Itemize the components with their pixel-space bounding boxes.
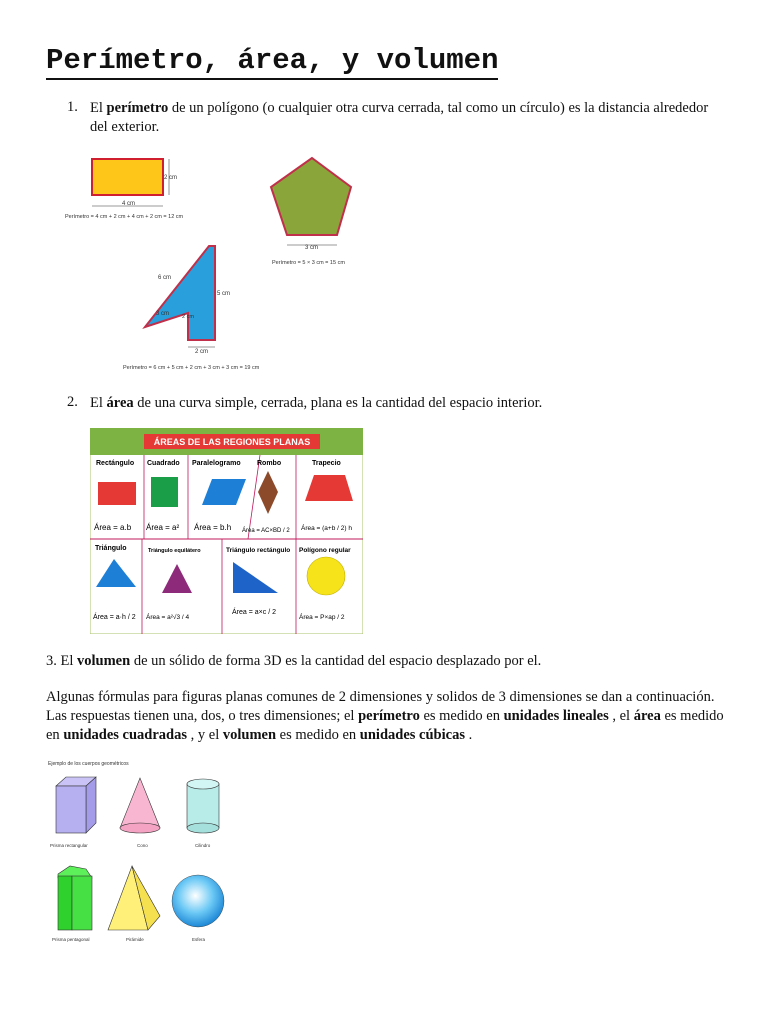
label-cilindro: Cilindro (195, 843, 211, 848)
item2-number: 2. (67, 394, 78, 410)
cell-formula-poligono-regular: Área = P×ap / 2 (299, 614, 345, 621)
shape-3cm-label: 3 cm (156, 311, 170, 317)
piramide-shape (108, 866, 160, 930)
pentagon-shape (271, 158, 351, 235)
term-area: área (106, 395, 134, 411)
rect-width-label: 4 cm (122, 201, 136, 207)
label-cono: Cono (137, 843, 148, 848)
shape-6cm-label: 6 cm (158, 275, 172, 281)
label-esfera: Esfera (192, 937, 206, 942)
cell-formula-trapecio: Área = (a+b / 2) h (301, 525, 352, 532)
composite-shape (145, 246, 215, 340)
shape-formula: Perímetro = 6 cm + 5 cm + 2 cm + 3 cm + 3 cm = 19 cm (123, 365, 260, 371)
rect-formula: Perímetro = 4 cm + 2 cm + 4 cm + 2 cm = 12 cm (65, 214, 184, 220)
label-prisma-rectangular: Prisma rectangular (50, 843, 88, 848)
cell-formula-paralelogramo: Área = b.h (194, 523, 232, 532)
cell-formula-rectangulo: Área = a.b (94, 523, 132, 532)
poligono-regular-shape (307, 557, 345, 595)
cell-name-paralelogramo: Paralelogramo (192, 460, 241, 467)
prisma-pentagonal-shape (58, 866, 92, 930)
item3-text: 3. El volumen de un sólido de forma 3D es la cantidad del espacio desplazado por el. (46, 653, 542, 669)
cilindro-shape (187, 779, 219, 833)
rect-height-label: 2 cm (164, 175, 178, 181)
rectangle-shape (92, 159, 163, 195)
cell-name-rombo: Rombo (257, 460, 282, 467)
cell-formula-rombo: Área = AC×BD / 2 (242, 528, 290, 534)
page-title: Perímetro, área, y volumen (46, 44, 498, 80)
cell-formula-triangulo-rectangulo: Área = a×c / 2 (232, 609, 276, 616)
cell-name-poligono-regular: Polígono regular (299, 547, 351, 554)
item1-number: 1. (67, 99, 78, 115)
shape-2cm-label: 2 cm (195, 349, 209, 355)
areas-table-figure (90, 428, 363, 634)
esfera-shape (172, 875, 224, 927)
cell-formula-cuadrado: Área = a² (146, 523, 180, 532)
rectangulo-shape (98, 482, 136, 505)
item1-text: El perímetro de un polígono (o cualquier otra curva cerrada, tal como un círculo) es la distancia alrededor del exterior. (90, 100, 709, 135)
item2-text: El área de una curva simple, cerrada, plana es la cantidad del espacio interior. (90, 395, 543, 411)
solids-caption: Ejemplo de los cuerpos geométricos (48, 761, 129, 767)
cono-shape (120, 778, 160, 833)
pentagon-side-label: 3 cm (305, 245, 319, 251)
label-prisma-pentagonal: Prisma pentagonal (52, 937, 90, 942)
cuadrado-shape (151, 477, 178, 507)
cell-name-triangulo-rectangulo: Triángulo rectángulo (226, 547, 291, 554)
cell-formula-triangulo: Área = a·h / 2 (93, 614, 136, 621)
cell-name-cuadrado: Cuadrado (147, 460, 180, 467)
areas-header: ÁREAS DE LAS REGIONES PLANAS (153, 437, 311, 447)
cell-name-rectangulo: Rectángulo (96, 460, 135, 467)
shape-2cm-inner-label: 2 cm (182, 314, 194, 320)
shape-5cm-label: 5 cm (217, 291, 231, 297)
label-piramide: Pirámide (126, 937, 144, 942)
perimeter-figure (60, 150, 370, 378)
pentagon-formula: Perímetro = 5 × 3 cm = 15 cm (272, 260, 345, 266)
cell-formula-triangulo-equilatero: Área = a²√3 / 4 (146, 614, 190, 621)
cell-name-triangulo-equilatero: Triángulo equilátero (148, 548, 201, 554)
prisma-rectangular-shape (56, 777, 96, 833)
units-paragraph: Algunas fórmulas para figuras planas comunes de 2 dimensiones y solidos de 3 dimensiones se dan a continuación. Las respuestas tienen una, dos, o tres dimensiones; el perímetro es medido en unidades lineales , el área es medido en unidades cuadradas , y el volumen es medido en unidades cúbicas . (46, 689, 724, 743)
solids-figure (44, 756, 244, 946)
cell-name-trapecio: Trapecio (312, 460, 341, 467)
cell-name-triangulo: Triángulo (95, 545, 127, 552)
term-volumen: volumen (77, 653, 131, 669)
term-perimetro: perímetro (106, 100, 169, 116)
